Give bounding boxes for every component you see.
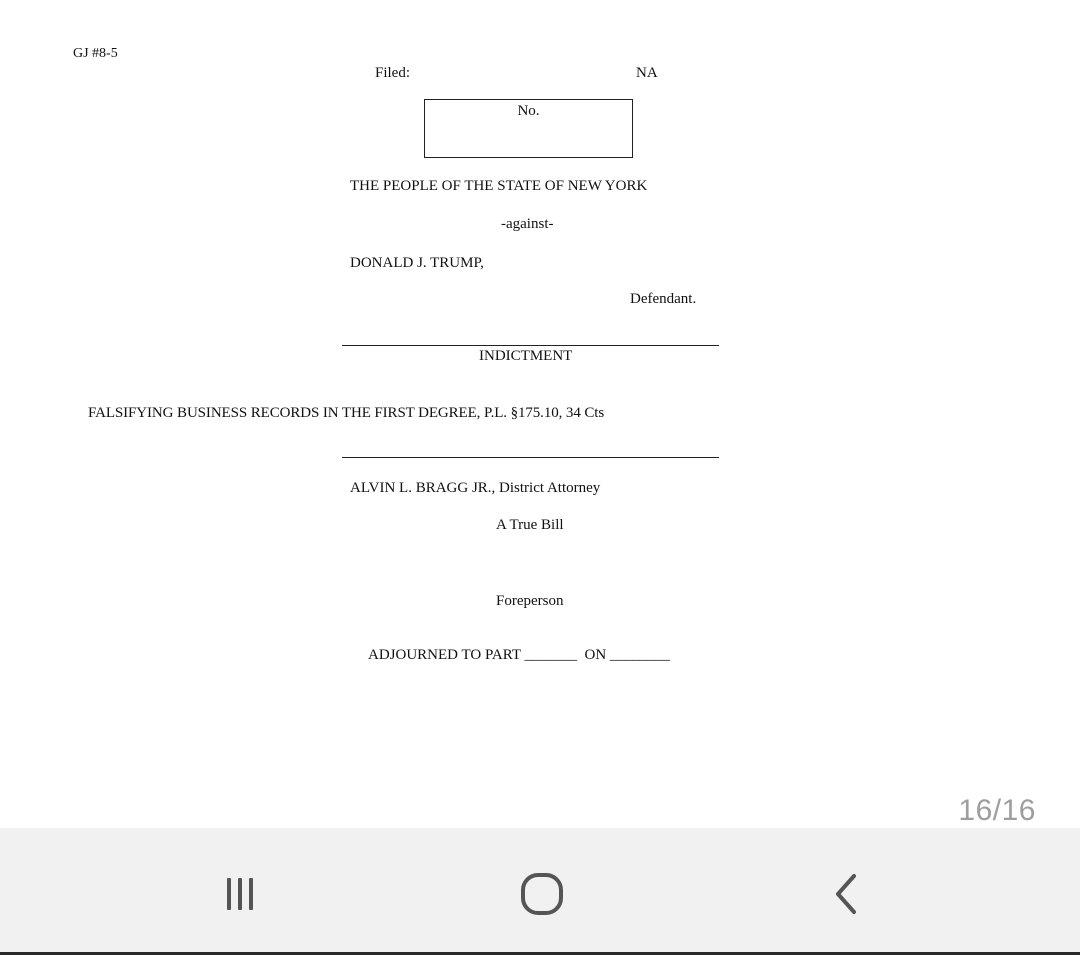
case-code: GJ #8-5 — [73, 46, 118, 61]
adjourned-line: ADJOURNED TO PART _______ ON ________ — [368, 647, 670, 663]
page-counter: 16/16 — [958, 794, 1036, 827]
divider-top — [342, 345, 719, 346]
charge-text: FALSIFYING BUSINESS RECORDS IN THE FIRST DEGREE, P.L. §175.10, 34 Cts — [88, 405, 605, 421]
case-number-label: No. — [517, 103, 540, 119]
plaintiff-name: THE PEOPLE OF THE STATE OF NEW YORK — [350, 178, 648, 194]
divider-bottom — [342, 457, 719, 458]
defendant-name: DONALD J. TRUMP, — [350, 255, 484, 271]
case-number-box — [424, 99, 633, 158]
filed-value: NA — [636, 65, 658, 81]
home-button[interactable] — [502, 866, 582, 922]
true-bill-text: A True Bill — [496, 517, 564, 533]
back-icon — [824, 870, 868, 918]
filed-label: Filed: — [375, 65, 411, 81]
home-icon — [518, 870, 566, 918]
versus-text: -against- — [501, 216, 554, 232]
defendant-role: Defendant. — [630, 291, 697, 307]
document-type: INDICTMENT — [479, 348, 573, 364]
recent-apps-button[interactable] — [200, 866, 280, 922]
recent-apps-icon — [218, 872, 262, 916]
prosecutor-line: ALVIN L. BRAGG JR., District Attorney — [350, 480, 601, 496]
foreperson-text: Foreperson — [496, 593, 564, 609]
navigation-bar — [0, 828, 1080, 955]
back-button[interactable] — [806, 866, 886, 922]
